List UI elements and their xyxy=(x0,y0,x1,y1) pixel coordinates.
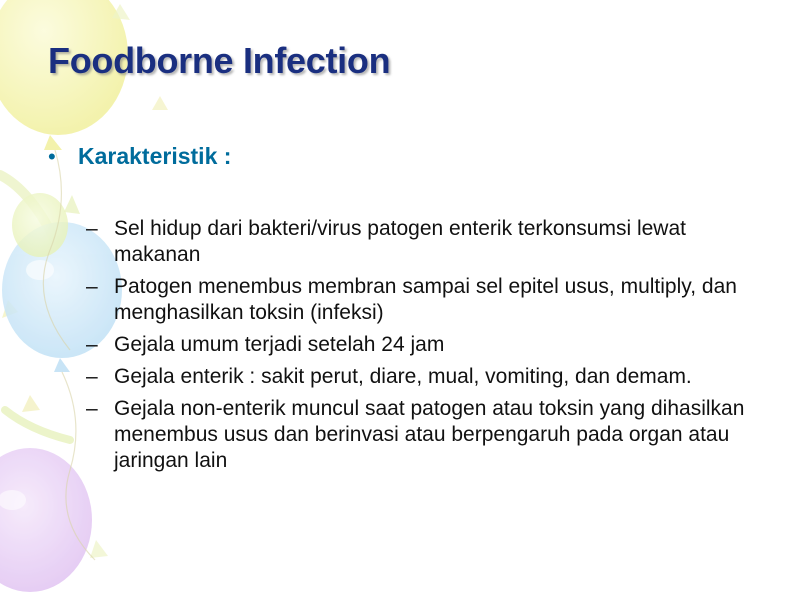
sub-bullet-text: Gejala umum terjadi setelah 24 jam xyxy=(114,333,445,356)
dash-icon: – xyxy=(86,217,98,240)
sub-bullet-text: Gejala non-enterik muncul saat patogen atau toksin yang dihasilkan menembus usus dan berinvasi atau berpengaruh pada organ atau jaringan lain xyxy=(114,397,745,472)
slide-title: Foodborne Infection xyxy=(48,40,391,81)
violet-balloon xyxy=(0,448,92,592)
sub-bullet-item xyxy=(86,216,766,268)
sub-bullet-list xyxy=(86,216,766,480)
sub-bullet-item xyxy=(86,274,766,326)
green-balloon xyxy=(12,193,68,257)
dash-icon: – xyxy=(86,333,98,356)
sub-bullet-text: Sel hidup dari bakteri/virus patogen enterik terkonsumsi lewat makanan xyxy=(114,217,686,266)
sub-bullet-item xyxy=(86,364,766,390)
dash-icon: – xyxy=(86,397,98,420)
sub-bullet-text: Patogen menembus membran sampai sel epitel usus, multiply, dan menghasilkan toksin (infeksi) xyxy=(114,275,737,324)
sub-bullet-item xyxy=(86,396,766,474)
sub-bullet-item xyxy=(86,332,766,358)
dash-icon: – xyxy=(86,365,98,388)
bullet-icon: • xyxy=(48,144,56,169)
dash-icon: – xyxy=(86,275,98,298)
bullet-label: Karakteristik : xyxy=(78,143,232,169)
main-bullet xyxy=(48,143,231,170)
sub-bullet-text: Gejala enterik : sakit perut, diare, mual, vomiting, dan demam. xyxy=(114,365,692,388)
